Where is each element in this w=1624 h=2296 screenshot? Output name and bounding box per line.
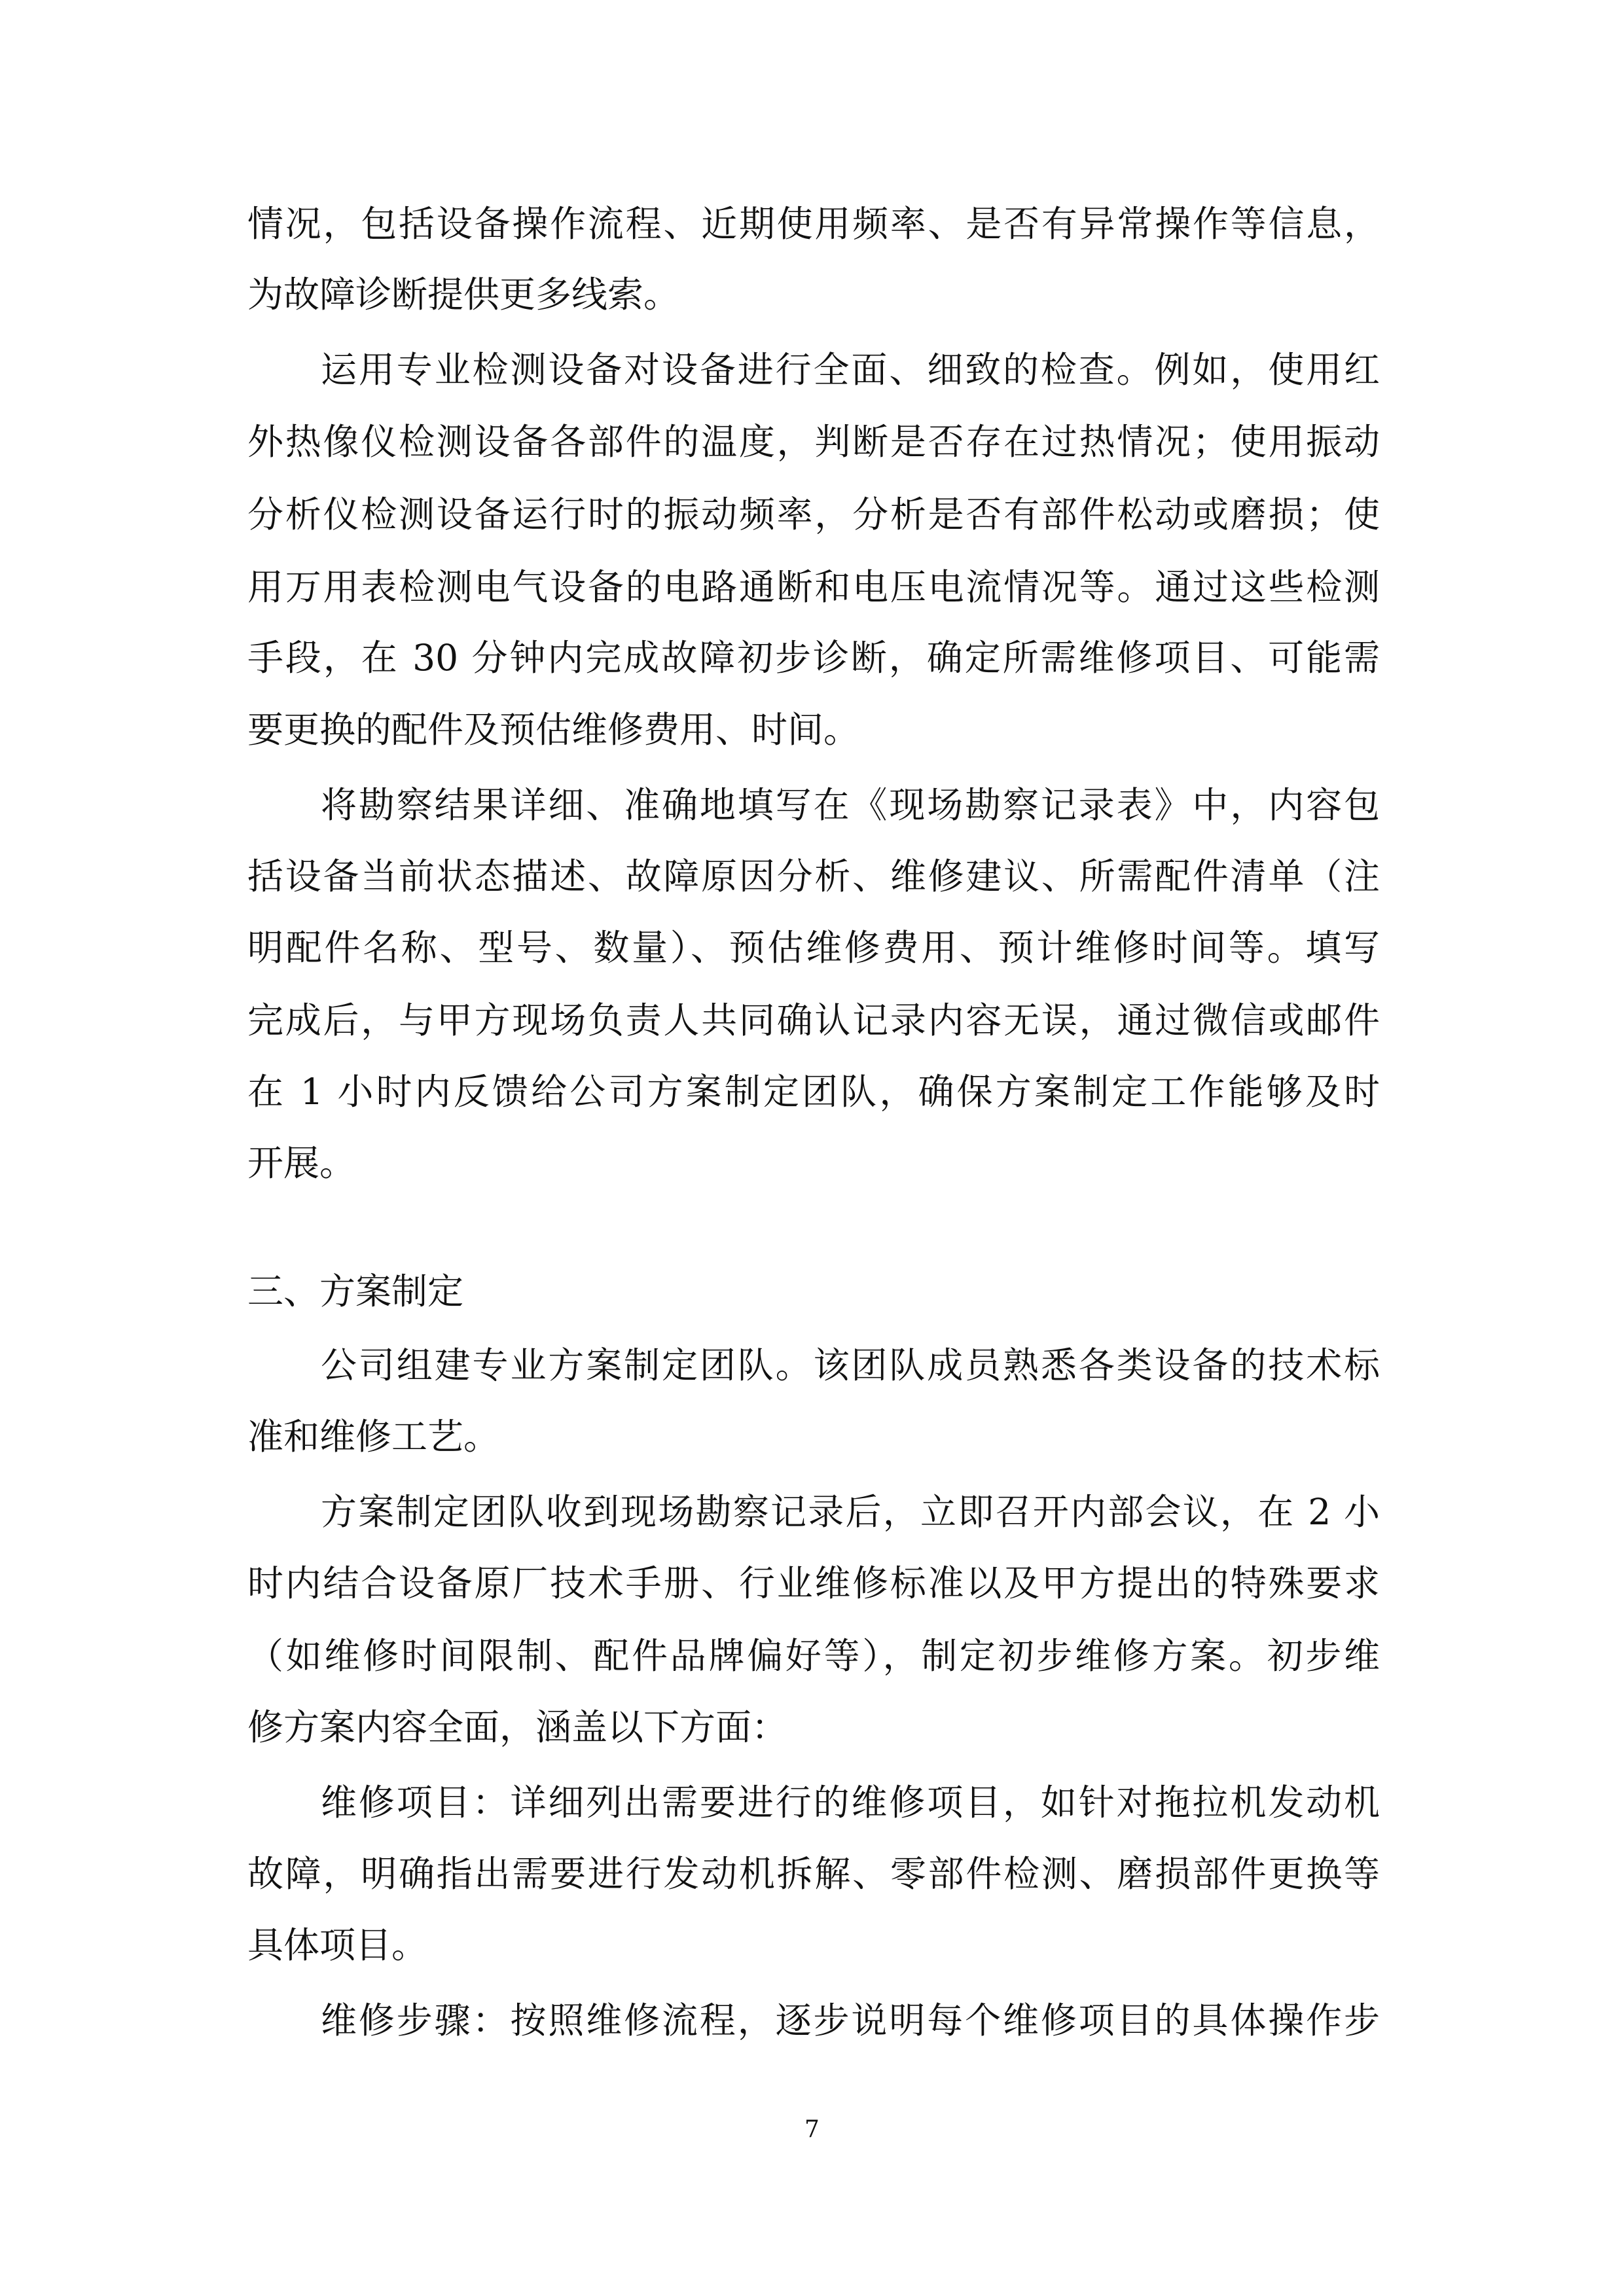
text-line: 用万用表检测电气设备的电路通断和电压电流情况等。通过这些检测 <box>247 566 1380 608</box>
text-line: 具体项目。 <box>247 1924 428 1966</box>
text-line: 公司组建专业方案制定团队。该团队成员熟悉各类设备的技术标 <box>321 1344 1380 1386</box>
text-line: 情况，包括设备操作流程、近期使用频率、是否有异常操作等信息， <box>247 203 1380 245</box>
text-line: 开展。 <box>247 1142 356 1184</box>
text-line: 外热像仪检测设备各部件的温度，判断是否存在过热情况；使用振动 <box>247 421 1380 463</box>
text-line: 时内结合设备原厂技术手册、行业维修标准以及甲方提出的特殊要求 <box>247 1562 1380 1604</box>
text-line: 要更换的配件及预估维修费用、时间。 <box>247 709 860 751</box>
page-number: 7 <box>804 2116 820 2143</box>
text-line: 分析仪检测设备运行时的振动频率，分析是否有部件松动或磨损；使 <box>247 493 1380 535</box>
text-line: 为故障诊断提供更多线索。 <box>247 274 680 315</box>
text-line: 将勘察结果详细、准确地填写在《现场勘察记录表》中，内容包 <box>321 784 1380 826</box>
text-line: 维修步骤：按照维修流程，逐步说明每个维修项目的具体操作步 <box>321 2000 1380 2041</box>
text-line: 完成后，与甲方现场负责人共同确认记录内容无误，通过微信或邮件 <box>247 999 1380 1041</box>
text-line: （如维修时间限制、配件品牌偏好等），制定初步维修方案。初步维 <box>247 1635 1380 1677</box>
text-line: 运用专业检测设备对设备进行全面、细致的检查。例如，使用红 <box>321 349 1380 391</box>
text-line: 方案制定团队收到现场勘察记录后，立即召开内部会议，在 2 小 <box>321 1491 1380 1533</box>
text-line: 修方案内容全面，涵盖以下方面： <box>247 1706 788 1748</box>
text-line: 括设备当前状态描述、故障原因分析、维修建议、所需配件清单（注 <box>247 855 1380 897</box>
text-line: 在 1 小时内反馈给公司方案制定团队，确保方案制定工作能够及时 <box>247 1071 1380 1113</box>
text-line: 维修项目：详细列出需要进行的维修项目，如针对拖拉机发动机 <box>321 1782 1380 1823</box>
section-heading: 三、方案制定 <box>247 1270 464 1312</box>
text-line: 明配件名称、型号、数量）、预估维修费用、预计维修时间等。填写 <box>247 927 1380 969</box>
text-line: 故障，明确指出需要进行发动机拆解、零部件检测、磨损部件更换等 <box>247 1853 1380 1895</box>
text-line: 手段，在 30 分钟内完成故障初步诊断，确定所需维修项目、可能需 <box>247 637 1380 679</box>
text-line: 准和维修工艺。 <box>247 1416 500 1458</box>
